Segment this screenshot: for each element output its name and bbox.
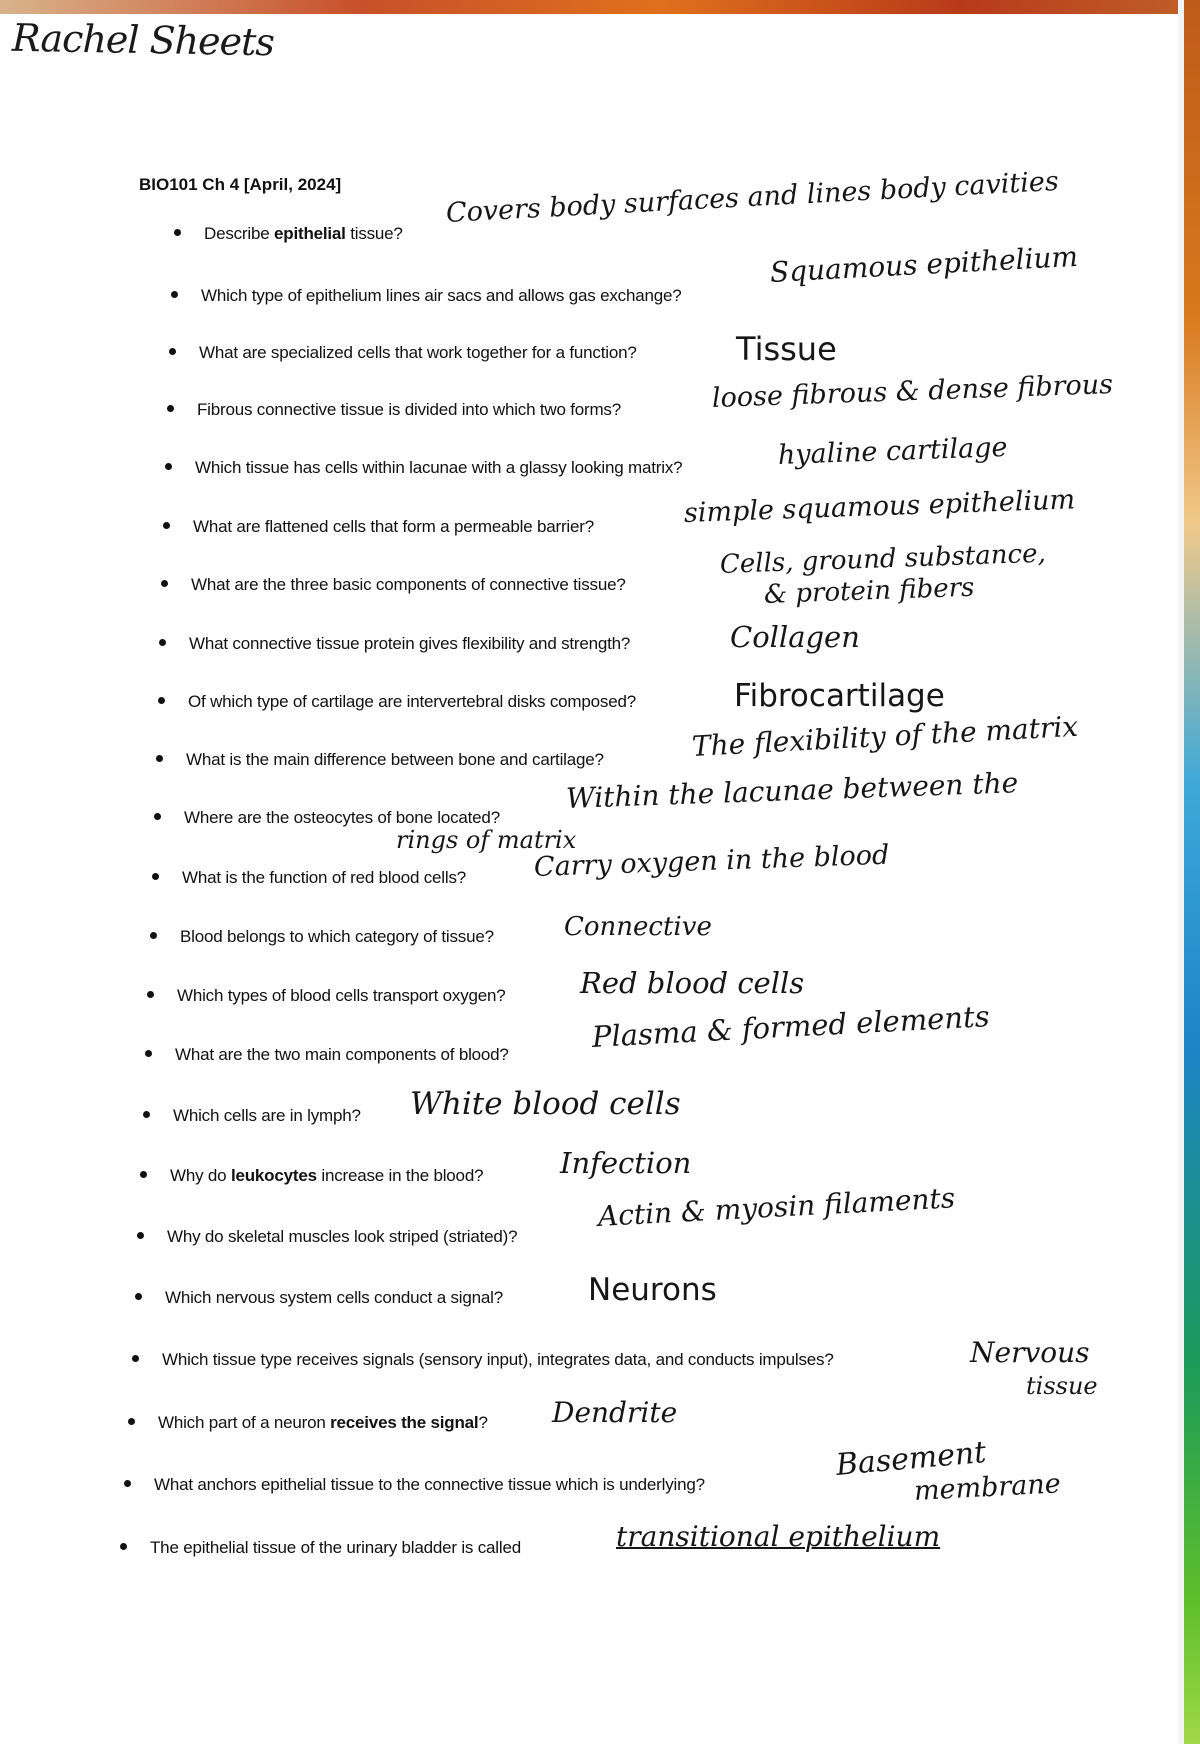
top-strip: [0, 0, 1200, 14]
bullet: [147, 991, 154, 998]
answer-text: White blood cells: [410, 1086, 681, 1122]
answer-text: Connective: [564, 912, 712, 942]
answer-text: Red blood cells: [580, 966, 805, 1000]
bullet: [132, 1355, 139, 1362]
answer-text-continued: rings of matrix: [396, 826, 577, 854]
answer-text: Dendrite: [552, 1396, 678, 1429]
answer-text: Collagen: [730, 620, 860, 654]
question-text: What connective tissue protein gives flexibility and strength?: [189, 634, 631, 653]
answer-text: Cells, ground substance,: [719, 538, 1047, 580]
bullet: [145, 1050, 152, 1057]
question-text: What is the function of red blood cells?: [182, 868, 466, 887]
answer-text: transitional epithelium: [616, 1520, 941, 1553]
question-text: Where are the osteocytes of bone located?: [184, 808, 500, 827]
bullet: [159, 639, 166, 646]
answer-text: hyaline cartilage: [777, 431, 1008, 471]
question-text: Why do skeletal muscles look striped (striated)?: [167, 1227, 518, 1246]
bullet: [174, 229, 181, 236]
bullet: [128, 1418, 135, 1425]
answer-text: Fibrocartilage: [734, 678, 945, 714]
question-text: The epithelial tissue of the urinary bladder is called: [150, 1538, 521, 1557]
question-text: Which part of a neuron receives the signal?: [158, 1413, 488, 1432]
worksheet-heading: BIO101 Ch 4 [April, 2024]: [139, 175, 342, 194]
answer-text-continued: & protein fibers: [763, 572, 975, 610]
bullet: [154, 813, 161, 820]
answer-text: Covers body surfaces and lines body cavities: [445, 165, 1060, 229]
question-text: Which tissue type receives signals (sensory input), integrates data, and conducts impulses?: [162, 1350, 834, 1369]
question-text: Fibrous connective tissue is divided into which two forms?: [197, 400, 621, 419]
bullet: [165, 463, 172, 470]
answer-text: Squamous epithelium: [769, 239, 1079, 289]
bullet: [161, 580, 168, 587]
bullet: [163, 522, 170, 529]
answer-text: Infection: [560, 1146, 692, 1180]
answer-text: The flexibility of the matrix: [691, 709, 1079, 763]
bullet: [169, 348, 176, 355]
answer-text: Tissue: [736, 330, 837, 368]
answer-text-continued: membrane: [913, 1468, 1062, 1507]
bullet: [167, 405, 174, 412]
bullet: [143, 1111, 150, 1118]
question-text: What are the three basic components of connective tissue?: [191, 575, 626, 594]
question-text: Which tissue has cells within lacunae with a glassy looking matrix?: [195, 458, 683, 477]
answer-text: Neurons: [588, 1272, 717, 1308]
question-text: Which types of blood cells transport oxygen?: [177, 986, 506, 1005]
question-text: Which nervous system cells conduct a signal?: [165, 1288, 503, 1307]
question-text: Of which type of cartilage are intervertebral disks composed?: [188, 692, 636, 711]
answer-text: Plasma & formed elements: [591, 999, 991, 1054]
bullet: [140, 1171, 147, 1178]
bullet: [171, 291, 178, 298]
question-text: Describe epithelial tissue?: [204, 224, 403, 243]
bullet: [150, 932, 157, 939]
question-text: What anchors epithelial tissue to the connective tissue which is underlying?: [154, 1475, 705, 1494]
question-text: Which cells are in lymph?: [173, 1106, 361, 1125]
bullet: [120, 1543, 127, 1550]
background-edge: [1178, 0, 1200, 1744]
question-text: What are the two main components of blood?: [175, 1045, 509, 1064]
bullet: [156, 755, 163, 762]
question-text: Why do leukocytes increase in the blood?: [170, 1166, 484, 1185]
answer-text: Basement: [834, 1434, 988, 1483]
question-text: What are flattened cells that form a permeable barrier?: [193, 517, 594, 536]
bullet: [135, 1293, 142, 1300]
question-text: What are specialized cells that work together for a function?: [199, 343, 637, 362]
answer-text: loose fibrous & dense fibrous: [711, 369, 1114, 414]
question-text: Which type of epithelium lines air sacs and allows gas exchange?: [201, 286, 682, 305]
question-text: Blood belongs to which category of tissue?: [180, 927, 494, 946]
answer-text: simple squamous epithelium: [683, 484, 1076, 529]
bullet: [124, 1480, 131, 1487]
answer-text-continued: tissue: [1026, 1372, 1098, 1400]
answer-text: Within the lacunae between the: [565, 766, 1019, 815]
answer-text: Actin & myosin filaments: [597, 1181, 956, 1233]
answer-text: Carry oxygen in the blood: [533, 839, 890, 883]
bullet: [137, 1232, 144, 1239]
question-text: What is the main difference between bone and cartilage?: [186, 750, 604, 769]
answer-text: Nervous: [970, 1336, 1090, 1369]
bullet: [152, 873, 159, 880]
student-name: Rachel Sheets: [11, 15, 275, 65]
bullet: [158, 697, 165, 704]
